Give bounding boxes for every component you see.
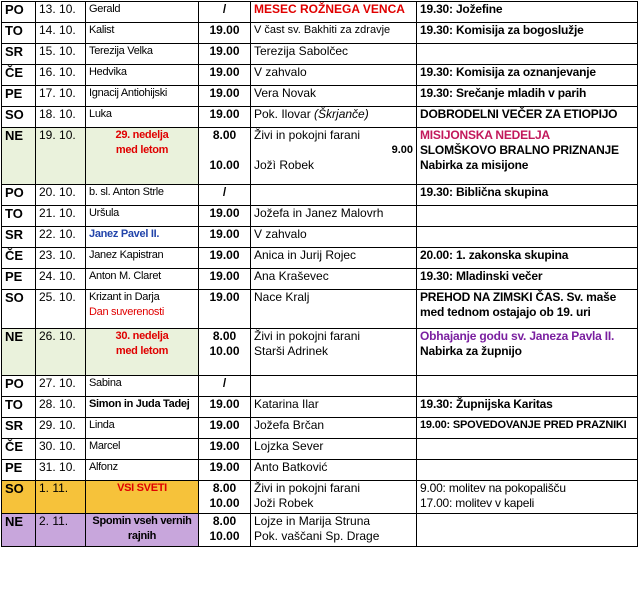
saint-cell: Hedvika	[86, 65, 199, 86]
saint-cell: Terezija Velka	[86, 44, 199, 65]
mass-first: Lojze in Marija Struna	[254, 514, 371, 528]
event-cell	[417, 290, 638, 329]
mass-first: Živi in pokojni farani	[254, 481, 361, 495]
saint-cell: Alfonz	[86, 460, 199, 481]
mass-cell	[251, 329, 417, 376]
day-cell: ČE	[2, 248, 36, 269]
mass-cell	[251, 514, 417, 547]
table-row	[2, 248, 638, 269]
event-cell: 19.30: Župnijska Karitas	[417, 397, 638, 418]
event-line-1: PREHOD NA ZIMSKI ČAS. Sv. maše	[420, 290, 617, 304]
event-collection: Nabirka za misijone	[420, 158, 529, 172]
table-row	[2, 86, 638, 107]
mass-cell	[251, 107, 417, 128]
time-cell: 19.00	[199, 269, 251, 290]
parish-schedule-table	[1, 1, 638, 547]
date-cell: 25. 10.	[36, 290, 86, 329]
time-first: 8.00	[212, 481, 237, 495]
event-line-1: 9.00: molitev na pokopališču	[420, 481, 566, 495]
mass-cell: Katarina Ilar	[251, 397, 417, 418]
day-cell: PO	[2, 185, 36, 206]
table-row	[2, 439, 638, 460]
time-cell	[199, 128, 251, 185]
day-cell: PO	[2, 2, 36, 23]
time-cell: 19.00	[199, 397, 251, 418]
date-cell: 13. 10.	[36, 2, 86, 23]
day-cell: NE	[2, 128, 36, 185]
day-cell: TO	[2, 206, 36, 227]
mass-cell: Nace Kralj	[251, 290, 417, 329]
holiday-name: Dan suverenosti	[89, 306, 164, 318]
time-second: 10.00	[209, 158, 240, 172]
time-cell: 19.00	[199, 44, 251, 65]
saint-name: Janez Pavel II.	[89, 228, 160, 240]
feast-name: VSI SVETI	[117, 482, 167, 494]
table-row	[2, 44, 638, 65]
event-cell	[417, 439, 638, 460]
date-cell: 2. 11.	[36, 514, 86, 547]
mass-extra-time: 9.00	[391, 144, 413, 156]
table-row	[2, 481, 638, 514]
table-row	[2, 514, 638, 547]
time-cell	[199, 329, 251, 376]
mass-cell: Jožefa Brčan	[251, 418, 417, 439]
day-cell: PE	[2, 86, 36, 107]
event-cell: 19.30: Biblična skupina	[417, 185, 638, 206]
table-row	[2, 418, 638, 439]
table-row	[2, 206, 638, 227]
event-cell: 19.30: Mladinski večer	[417, 269, 638, 290]
saint-cell	[86, 227, 199, 248]
saint-cell: b. sl. Anton Strle	[86, 185, 199, 206]
date-cell: 14. 10.	[36, 23, 86, 44]
mass-note: (Škrjanče)	[314, 107, 369, 121]
saint-cell: Janez Kapistran	[86, 248, 199, 269]
saint-cell: Luka	[86, 107, 199, 128]
table-row	[2, 397, 638, 418]
sunday-subtitle: med letom	[115, 345, 169, 357]
event-feast: Obhajanje godu sv. Janeza Pavla II.	[420, 329, 615, 343]
saint-cell: Kalist	[86, 23, 199, 44]
event-mission-sunday: MISIJONSKA NEDELJA	[420, 128, 550, 142]
day-cell: SO	[2, 107, 36, 128]
day-cell: SR	[2, 418, 36, 439]
time-second: 10.00	[209, 529, 240, 543]
saint-cell: Sabina	[86, 376, 199, 397]
date-cell: 26. 10.	[36, 329, 86, 376]
time-first: 8.00	[212, 329, 237, 343]
mass-first: Živi in pokojni farani	[254, 329, 361, 343]
time-cell: 19.00	[199, 290, 251, 329]
time-cell: 19.00	[199, 227, 251, 248]
event-cell	[417, 481, 638, 514]
date-cell: 29. 10.	[36, 418, 86, 439]
event-cell: 20.00: 1. zakonska skupina	[417, 248, 638, 269]
feast-name-line-2: rajnih	[127, 530, 157, 542]
event-collection: Nabirka za župnijo	[420, 344, 522, 358]
table-row	[2, 329, 638, 376]
mass-cell: Vera Novak	[251, 86, 417, 107]
event-cell	[417, 44, 638, 65]
event-cell: 19.30: Srečanje mladih v parih	[417, 86, 638, 107]
table-row	[2, 65, 638, 86]
mass-second: Jožì Robek	[254, 158, 315, 172]
saint-cell	[86, 290, 199, 329]
mass-cell: Jožefa in Janez Malovrh	[251, 206, 417, 227]
day-cell: SR	[2, 227, 36, 248]
mass-cell	[251, 185, 417, 206]
mass-first: Živi in pokojni farani	[254, 128, 361, 142]
time-cell: 19.00	[199, 439, 251, 460]
mass-cell	[251, 128, 417, 185]
time-cell: 19.00	[199, 206, 251, 227]
day-cell: SR	[2, 44, 36, 65]
time-cell: 19.00	[199, 86, 251, 107]
date-cell: 30. 10.	[36, 439, 86, 460]
mass-second: Starši Adrinek	[254, 344, 329, 358]
mass-cell	[251, 2, 417, 23]
date-cell: 20. 10.	[36, 185, 86, 206]
day-cell: PO	[2, 376, 36, 397]
time-cell: /	[199, 376, 251, 397]
time-first: 8.00	[212, 128, 237, 142]
table-row	[2, 460, 638, 481]
day-cell: TO	[2, 397, 36, 418]
time-cell: 19.00	[199, 23, 251, 44]
sunday-title: 30. nedelja	[115, 330, 169, 342]
feast-name-line-1: Spomin vseh vernih	[92, 515, 192, 527]
day-cell: SO	[2, 290, 36, 329]
date-cell: 24. 10.	[36, 269, 86, 290]
table-row	[2, 2, 638, 23]
mass-cell: V čast sv. Bakhiti za zdravje	[251, 23, 417, 44]
table-row	[2, 227, 638, 248]
mass-cell: V zahvalo	[251, 65, 417, 86]
day-cell: SO	[2, 481, 36, 514]
saint-cell	[86, 329, 199, 376]
date-cell: 19. 10.	[36, 128, 86, 185]
day-cell: TO	[2, 23, 36, 44]
mass-cell: Lojzka Sever	[251, 439, 417, 460]
event-line-2: 17.00: molitev v kapeli	[420, 496, 535, 510]
table-row	[2, 128, 638, 185]
day-cell: ČE	[2, 439, 36, 460]
day-cell: ČE	[2, 65, 36, 86]
table-row	[2, 23, 638, 44]
month-title: MESEC ROŽNEGA VENCA	[254, 2, 405, 16]
time-cell	[199, 514, 251, 547]
time-cell: 19.00	[199, 418, 251, 439]
event-reading-award: SLOMŠKOVO BRALNO PRIZNANJE	[420, 143, 619, 157]
sunday-subtitle: med letom	[115, 144, 169, 156]
date-cell: 22. 10.	[36, 227, 86, 248]
mass-cell: V zahvalo	[251, 227, 417, 248]
event-cell	[417, 460, 638, 481]
event-cell: 19.30: Komisija za oznanjevanje	[417, 65, 638, 86]
saint-cell: Simon in Juda Tadej	[86, 397, 199, 418]
saint-name: Krizant in Darja	[89, 291, 160, 303]
event-cell: 19.30: Komisija za bogoslužje	[417, 23, 638, 44]
time-cell: 19.00	[199, 65, 251, 86]
time-second: 10.00	[209, 496, 240, 510]
date-cell: 31. 10.	[36, 460, 86, 481]
date-cell: 27. 10.	[36, 376, 86, 397]
saint-cell: Marcel	[86, 439, 199, 460]
day-cell: PE	[2, 269, 36, 290]
mass-cell: Terezija Sabolčec	[251, 44, 417, 65]
table-row	[2, 290, 638, 329]
event-cell	[417, 329, 638, 376]
date-cell: 28. 10.	[36, 397, 86, 418]
table-row	[2, 269, 638, 290]
time-second: 10.00	[209, 344, 240, 358]
time-first: 8.00	[212, 514, 237, 528]
date-cell: 16. 10.	[36, 65, 86, 86]
saint-cell: Anton M. Claret	[86, 269, 199, 290]
saint-cell	[86, 128, 199, 185]
saint-cell	[86, 481, 199, 514]
time-cell: /	[199, 2, 251, 23]
mass-cell	[251, 481, 417, 514]
time-cell: 19.00	[199, 248, 251, 269]
saint-cell: Gerald	[86, 2, 199, 23]
date-cell: 15. 10.	[36, 44, 86, 65]
mass-second: Pok. vaščani Sp. Drage	[254, 529, 380, 543]
event-cell	[417, 227, 638, 248]
saint-cell: Linda	[86, 418, 199, 439]
saint-cell	[86, 514, 199, 547]
mass-cell: Anica in Jurij Rojec	[251, 248, 417, 269]
day-cell: NE	[2, 329, 36, 376]
table-row	[2, 376, 638, 397]
mass-second: Joži Robek	[254, 496, 314, 510]
day-cell: NE	[2, 514, 36, 547]
mass-cell: Anto Batković	[251, 460, 417, 481]
event-cell	[417, 376, 638, 397]
time-cell: 19.00	[199, 107, 251, 128]
table-row	[2, 185, 638, 206]
event-cell: DOBRODELNI VEČER ZA ETIOPIJO	[417, 107, 638, 128]
mass-intention: Pok. Ilovar	[254, 107, 311, 121]
event-cell: 19.30: Jožefine	[417, 2, 638, 23]
mass-cell: Ana Kraševec	[251, 269, 417, 290]
sunday-title: 29. nedelja	[115, 129, 169, 141]
event-cell: 19.00: SPOVEDOVANJE PRED PRAZNIKI	[417, 418, 638, 439]
time-cell: /	[199, 185, 251, 206]
date-cell: 23. 10.	[36, 248, 86, 269]
date-cell: 17. 10.	[36, 86, 86, 107]
event-cell	[417, 514, 638, 547]
event-cell	[417, 128, 638, 185]
time-cell: 19.00	[199, 460, 251, 481]
date-cell: 1. 11.	[36, 481, 86, 514]
mass-cell	[251, 376, 417, 397]
time-cell	[199, 481, 251, 514]
day-cell: PE	[2, 460, 36, 481]
saint-cell: Ignacij Antiohijski	[86, 86, 199, 107]
date-cell: 21. 10.	[36, 206, 86, 227]
event-line-2: med tednom ostajajo ob 19. uri	[420, 305, 591, 319]
table-row	[2, 107, 638, 128]
event-cell	[417, 206, 638, 227]
saint-cell: Uršula	[86, 206, 199, 227]
date-cell: 18. 10.	[36, 107, 86, 128]
